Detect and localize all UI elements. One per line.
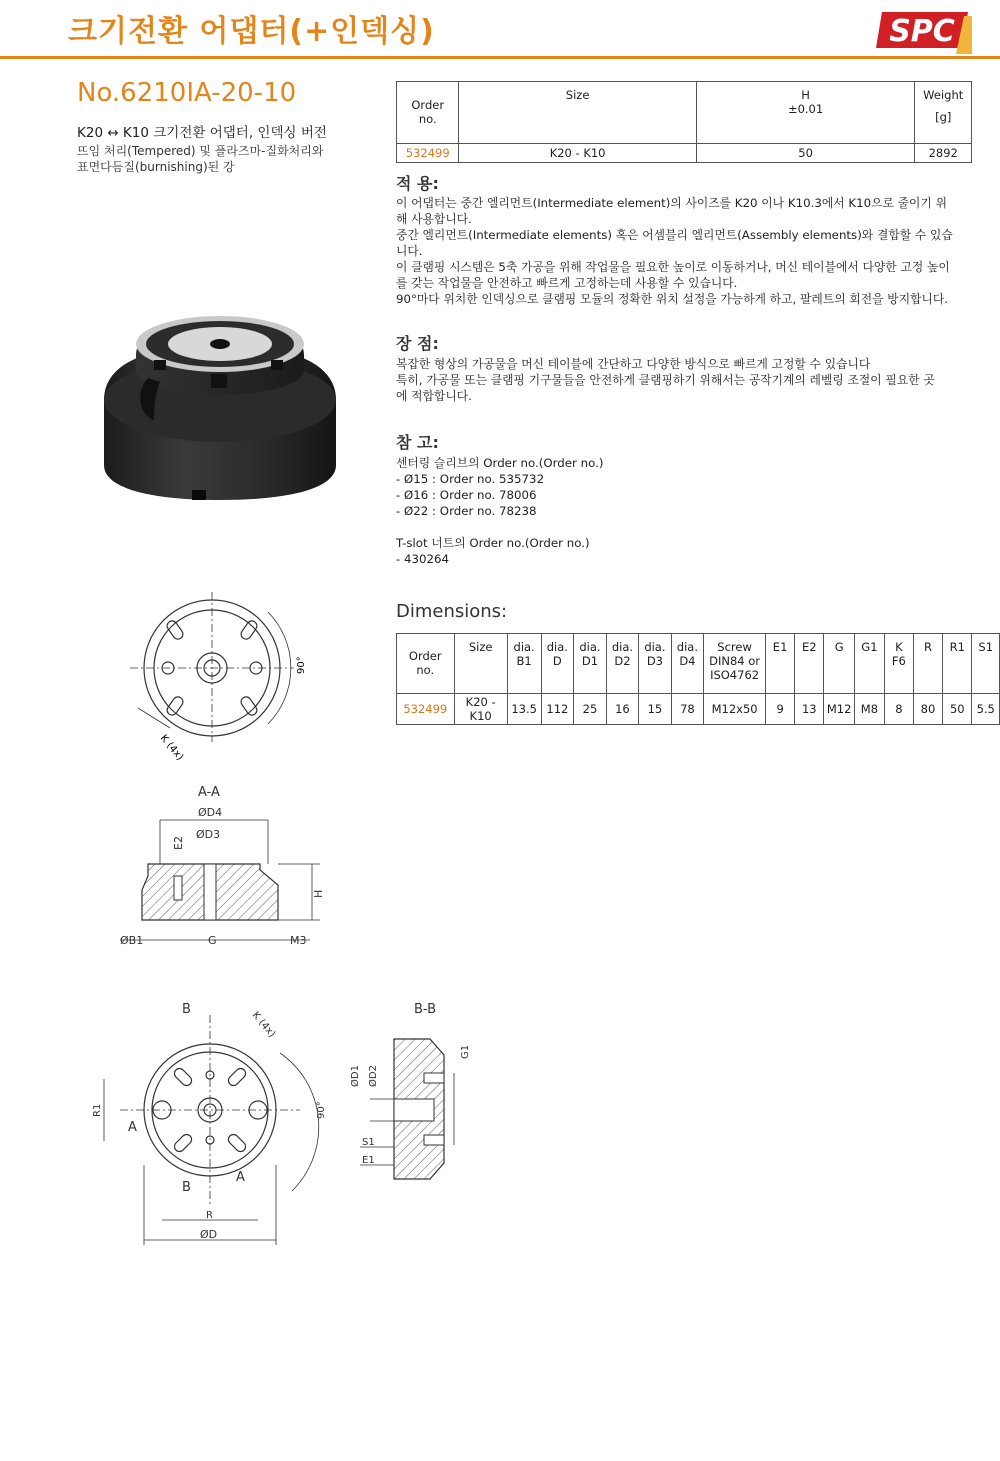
- order-table-header: [397, 82, 972, 144]
- text-line: 해 사용합니다.: [396, 212, 472, 226]
- dimensions-cell: 9: [766, 694, 795, 725]
- dimensions-header-cell: R1: [943, 634, 972, 694]
- dimensions-cell: M12: [824, 694, 855, 725]
- dimensions-header-cell: Order no.: [397, 634, 455, 694]
- dimensions-cell: M12x50: [704, 694, 766, 725]
- d3-label: ØD3: [196, 828, 221, 841]
- dimensions-header-cell: K F6: [884, 634, 913, 694]
- dimensions-cell: 532499: [397, 694, 455, 725]
- text-line: - Ø22 : Order no. 78238: [396, 504, 537, 518]
- text-line: 90°마다 위치한 인덱싱으로 클램핑 모듈의 정확한 위치 설정을 가능하게 하고, 팔레트의 회전을 방지합니다.: [396, 292, 949, 306]
- dimensions-title: Dimensions:: [396, 601, 508, 622]
- product-description: [77, 143, 377, 175]
- dimensions-cell: 25: [574, 694, 606, 725]
- text-line: [396, 519, 968, 535]
- e1-label: E1: [362, 1155, 375, 1166]
- table-row: [397, 694, 1000, 725]
- dimensions-table: [396, 633, 1000, 725]
- dimensions-cell: 16: [606, 694, 638, 725]
- product-subtitle: K20 ↔ K10 크기전환 어댑터, 인덱싱 버전: [77, 125, 327, 141]
- text-line: 특히, 가공물 또는 클램핑 기구물들을 안전하게 클램핑하기 위해서는 공작기계의 레벨링 조절이 필요한 곳: [396, 373, 935, 387]
- text-line: 복잡한 형상의 가공물을 머신 테이블에 간단하고 다양한 방식으로 빠르게 고정할 수 있습니다: [396, 357, 871, 371]
- application-body: [396, 195, 968, 307]
- page-title: 크기전환 어댑터(+인덱싱): [68, 14, 435, 49]
- g1-label: G1: [460, 1044, 471, 1059]
- col-order: Order no.: [397, 82, 459, 144]
- dimensions-cell: 15: [639, 694, 671, 725]
- g-label: G: [208, 934, 217, 947]
- text-line: 에 적합합니다.: [396, 389, 472, 403]
- dimensions-header-cell: dia. D3: [639, 634, 671, 694]
- size-value: K20 - K10: [459, 144, 696, 163]
- dimensions-cell: 8: [884, 694, 913, 725]
- bottom-view-drawing: [80, 995, 340, 1255]
- dimensions-header-cell: E2: [795, 634, 824, 694]
- dimensions-header-cell: dia. B1: [507, 634, 541, 694]
- dimensions-cell: 112: [541, 694, 574, 725]
- dimensions-cell: 80: [913, 694, 942, 725]
- section-bb-drawing: [350, 995, 490, 1195]
- d2-label: ØD2: [368, 1065, 379, 1087]
- dimensions-cell: 5.5: [972, 694, 1000, 725]
- section-bb-title: B-B: [414, 1002, 437, 1017]
- b-bottom-label: B: [182, 1180, 191, 1195]
- r1-label: R1: [92, 1103, 103, 1117]
- m3-label: M3: [290, 934, 307, 947]
- dimensions-header-cell: R: [913, 634, 942, 694]
- application-title: 적 용:: [396, 174, 439, 193]
- advantages-title: 장 점:: [396, 334, 439, 353]
- description-line: 표면다듬질(burnishing)된 강: [77, 160, 235, 174]
- dimensions-cell: 78: [671, 694, 703, 725]
- advantages-body: [396, 356, 968, 404]
- dimensions-header-cell: G: [824, 634, 855, 694]
- k-bottom-label: K (4x): [249, 1009, 278, 1040]
- col-h: H ±0.01: [696, 82, 915, 144]
- dimensions-header-cell: E1: [766, 634, 795, 694]
- dimensions-header-cell: dia. D2: [606, 634, 638, 694]
- b1-label: ØB1: [120, 934, 144, 947]
- text-line: T-slot 너트의 Order no.(Order no.): [396, 536, 590, 550]
- section-aa-drawing: [110, 780, 330, 960]
- dimensions-header-cell: G1: [854, 634, 884, 694]
- h-label: H: [312, 889, 325, 898]
- text-line: - Ø16 : Order no. 78006: [396, 488, 537, 502]
- dimensions-header-cell: Size: [454, 634, 507, 694]
- weight-value: 2892: [915, 144, 972, 163]
- h-value: 50: [696, 144, 915, 163]
- dimensions-header-cell: dia. D4: [671, 634, 703, 694]
- dimensions-header-cell: Screw DIN84 or ISO4762: [704, 634, 766, 694]
- table-row: [397, 144, 972, 163]
- r-label: R: [206, 1210, 213, 1221]
- notes-title: 참 고:: [396, 433, 439, 452]
- text-line: 중간 엘리먼트(Intermediate elements) 혹은 어셈블리 엘리먼트(Assembly elements)와 결합할 수 있습: [396, 228, 953, 242]
- col-size: Size: [459, 82, 696, 144]
- product-photo: [96, 300, 346, 500]
- order-table: [396, 81, 972, 163]
- angle-label: 90°: [296, 656, 307, 674]
- notes-body: [396, 455, 968, 567]
- s1-label: S1: [362, 1137, 375, 1148]
- angle-bottom-label: 90°: [316, 1101, 327, 1119]
- a-right-label: A: [236, 1170, 245, 1185]
- text-line: 를 갖는 작업물을 안전하고 빠르게 고정하는데 사용할 수 있습니다.: [396, 276, 738, 290]
- text-line: 센터링 슬리브의 Order no.(Order no.): [396, 456, 604, 470]
- dimensions-cell: 50: [943, 694, 972, 725]
- dimensions-cell: 13: [795, 694, 824, 725]
- section-aa-title: A-A: [198, 785, 220, 800]
- product-number: No.6210IA-20-10: [77, 78, 297, 108]
- top-view-drawing: [120, 590, 340, 770]
- logo-text: SPC: [889, 14, 955, 49]
- d1-label: ØD1: [350, 1065, 361, 1087]
- text-line: 이 클램핑 시스템은 5축 가공을 위해 작업물을 필요한 높이로 이동하거나, 머신 테이블에서 다양한 고정 높이: [396, 260, 950, 274]
- text-line: 이 어댑터는 중간 엘리먼트(Intermediate element)의 사이즈를 K20 이나 K10.3에서 K10으로 줄이기 위: [396, 196, 947, 210]
- dimensions-cell: 13.5: [507, 694, 541, 725]
- text-line: 니다.: [396, 244, 423, 258]
- text-line: - Ø15 : Order no. 535732: [396, 472, 545, 486]
- b-top-label: B: [182, 1002, 191, 1017]
- e2-label: E2: [172, 836, 185, 850]
- spc-logo: [876, 6, 972, 54]
- d-label: ØD: [200, 1228, 218, 1241]
- dimensions-header-cell: dia. D1: [574, 634, 606, 694]
- a-left-label: A: [128, 1120, 137, 1135]
- col-weight: Weight [g]: [915, 82, 972, 144]
- dimensions-cell: M8: [854, 694, 884, 725]
- d4-label: ØD4: [198, 806, 223, 819]
- dimensions-header: [397, 634, 1000, 694]
- text-line: - 430264: [396, 552, 450, 566]
- dimensions-header-cell: S1: [972, 634, 1000, 694]
- dimensions-cell: K20 - K10: [454, 694, 507, 725]
- description-line: 뜨임 처리(Tempered) 및 플라즈마-질화처리와: [77, 144, 324, 158]
- k-label: K (4x): [157, 732, 186, 763]
- dimensions-header-cell: dia. D: [541, 634, 574, 694]
- order-number: 532499: [397, 144, 459, 163]
- header-divider: [0, 56, 1000, 59]
